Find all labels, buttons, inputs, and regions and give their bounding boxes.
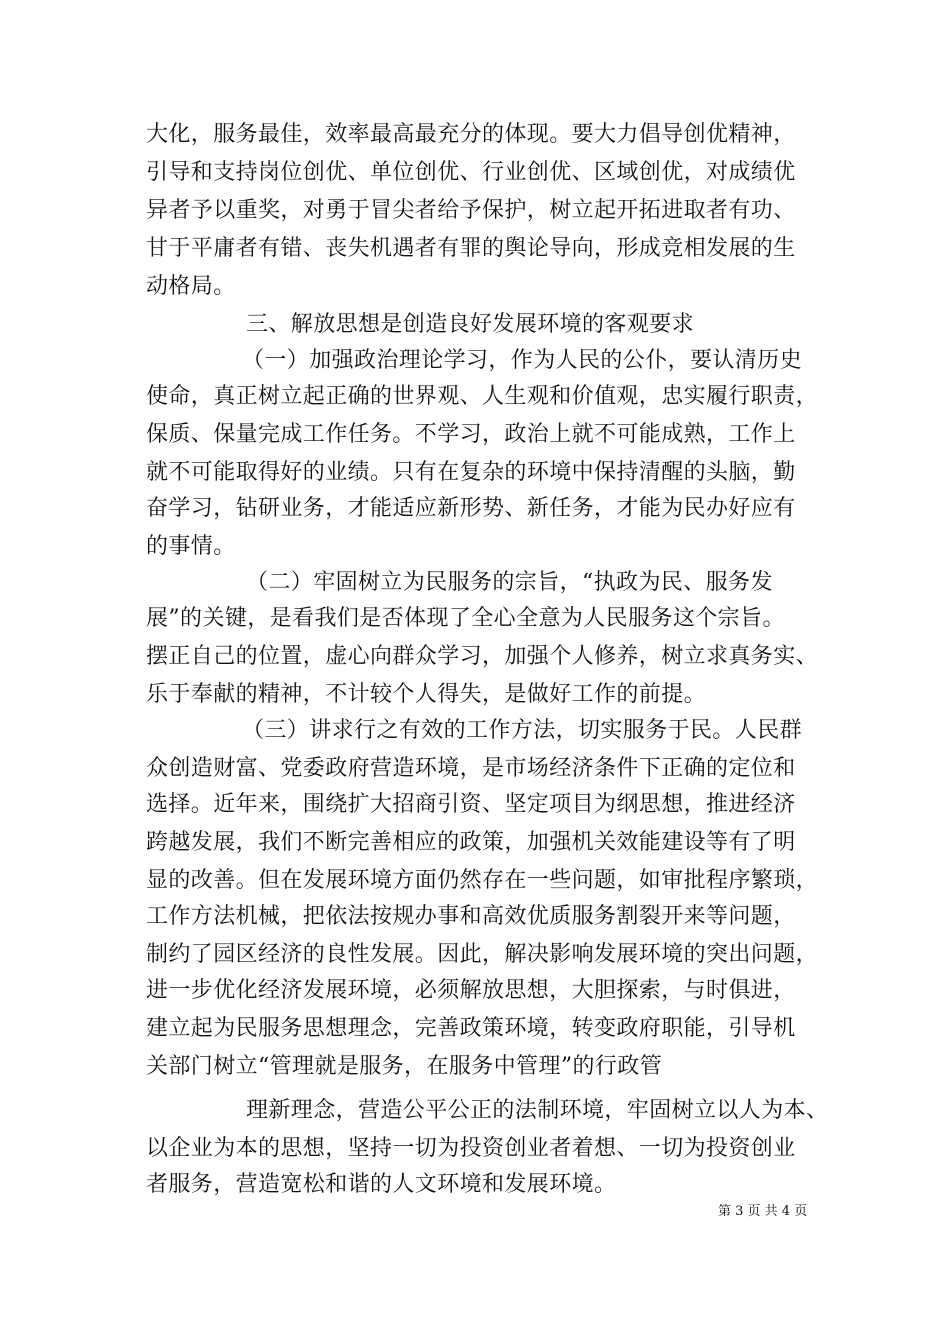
- text-line: 引导和支持岗位创优、单位创优、行业创优、区域创优，对成绩优: [146, 160, 796, 185]
- text-line: 奋学习，钻研业务，才能适应新形势、新任务，才能为民办好应有: [146, 496, 796, 521]
- text-line: 大化，服务最佳，效率最高最充分的体现。要大力倡导创优精神，: [146, 122, 796, 147]
- text-line: 跨越发展，我们不断完善相应的政策，加强机关效能建设等有了明: [146, 830, 796, 855]
- text-line: 理新理念，营造公平公正的法制环境，牢固树立以人为本、: [246, 1098, 829, 1123]
- text-line: 摆正自己的位置，虚心向群众学习，加强个人修养，树立求真务实、: [146, 644, 819, 669]
- text-line: 乐于奉献的精神，不计较个人得失，是做好工作的前提。: [146, 682, 707, 707]
- text-line: 异者予以重奖，对勇于冒尖者给予保护，树立起开拓进取者有功、: [146, 198, 796, 223]
- text-line: 显的改善。但在发展环境方面仍然存在一些问题，如审批程序繁琐，: [146, 868, 819, 893]
- text-line: 者服务，营造宽松和谐的人文环境和发展环境。: [146, 1172, 617, 1197]
- subsection-heading-2: （二）牢固树立为民服务的宗旨，“执政为民、服务发: [246, 570, 773, 595]
- text-line: 动格局。: [146, 274, 236, 299]
- text-line: 保质、保量完成工作任务。不学习，政治上就不可能成熟，工作上: [146, 422, 796, 447]
- subsection-heading-3: （三）讲求行之有效的工作方法，切实服务于民。人民群: [242, 718, 803, 743]
- text-line: 建立起为民服务思想理念，完善政策环境，转变政府职能，引导机: [146, 1016, 796, 1041]
- text-line: 就不可能取得好的业绩。只有在复杂的环境中保持清醒的头脑，勤: [146, 460, 796, 485]
- text-line: 进一步优化经济发展环境，必须解放思想，大胆探索，与时俱进，: [146, 978, 796, 1003]
- section-heading: 三、解放思想是创造良好发展环境的客观要求: [246, 312, 695, 337]
- text-line: 的事情。: [146, 534, 236, 559]
- subsection-heading-1: （一）加强政治理论学习，作为人民的公仆，要认清历史: [242, 348, 803, 373]
- text-line: 工作方法机械，把依法按规办事和高效优质服务割裂开来等问题，: [146, 904, 796, 929]
- text-line: 众创造财富、党委政府营造环境，是市场经济条件下正确的定位和: [146, 756, 796, 781]
- text-line: 制约了园区经济的良性发展。因此，解决影响发展环境的突出问题，: [146, 942, 819, 967]
- page-number: 第 3 页 共 4 页: [718, 1204, 808, 1219]
- text-line: 展”的关键，是看我们是否体现了全心全意为人民服务这个宗旨。: [146, 606, 785, 631]
- text-line: 以企业为本的思想，坚持一切为投资创业者着想、一切为投资创业: [146, 1136, 796, 1161]
- text-line: 甘于平庸者有错、丧失机遇者有罪的舆论导向，形成竞相发展的生: [146, 236, 796, 261]
- text-line: 关部门树立“管理就是服务，在服务中管理”的行政管: [146, 1054, 663, 1079]
- text-line: 使命，真正树立起正确的世界观、人生观和价值观，忠实履行职责，: [146, 384, 819, 409]
- text-line: 选择。近年来，围绕扩大招商引资、坚定项目为纲思想，推进经济: [146, 792, 796, 817]
